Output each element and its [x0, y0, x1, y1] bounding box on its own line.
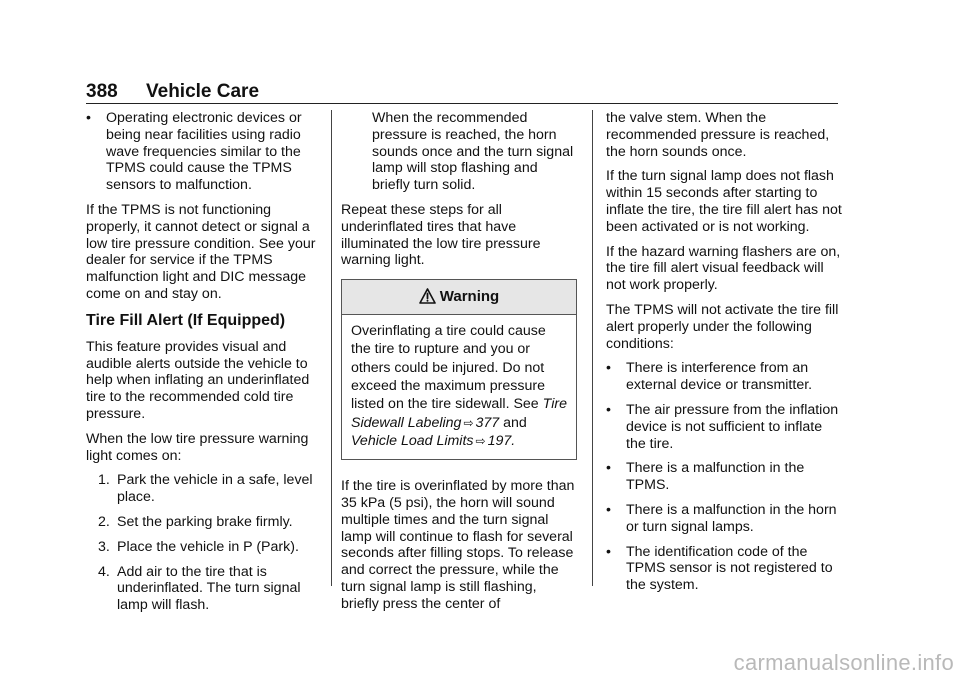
column-divider-2	[592, 110, 593, 586]
page-ref-arrow-icon: ⇨	[463, 415, 474, 430]
reference-page[interactable]: 197.	[487, 432, 516, 449]
paragraph: The TPMS will not activate the tire fill alert properly under the following conditions:	[606, 301, 839, 352]
bullet-item	[606, 360, 842, 394]
paragraph: If the tire is overinflated by more than 35 kPa (5 psi), the horn will sound multiple times and the turn signal lamp will continue to flash for several seconds after filling stops. To release and correct the pressure, while the turn signal lamp is still flashing, briefly press the center of	[341, 478, 575, 612]
step-item	[86, 539, 322, 556]
bullet-item	[86, 110, 322, 194]
step-text: Add air to the tire that is underinflated. The turn signal lamp will flash.	[117, 563, 301, 614]
step-text: Set the parking brake firmly.	[117, 513, 293, 530]
section-heading: Tire Fill Alert (If Equipped)	[86, 311, 286, 329]
header-rule	[86, 103, 838, 104]
paragraph: If the hazard warning flashers are on, the tire fill alert visual feedback will not work properly.	[606, 243, 841, 294]
bullet-text: There is a malfunction in the horn or turn signal lamps.	[626, 501, 837, 535]
bullet-item	[606, 502, 842, 536]
paragraph: Repeat these steps for all underinflated tires that have illuminated the low tire pressure warning light.	[341, 201, 541, 269]
warning-box	[341, 279, 577, 460]
watermark: carmanualsonline.info	[733, 650, 954, 675]
paragraph: the valve stem. When the recommended pressure is reached, the horn sounds once.	[606, 110, 830, 160]
step-number: 2.	[98, 513, 110, 530]
paragraph: When the low tire pressure warning light comes on:	[86, 430, 309, 464]
paragraph: This feature provides visual and audible alerts outside the vehicle to help when inflating an underinflated tire to the recommended cold tire pressure.	[86, 338, 310, 422]
bullet-mark: •	[86, 110, 91, 126]
step-item	[86, 472, 322, 506]
bullet-item	[606, 460, 842, 494]
bullet-text: The identification code of the TPMS sensor is not registered to the system.	[626, 543, 833, 594]
step-continuation: When the recommended pressure is reached, the horn sounds once and the turn signal lamp will stop flashing and briefly turn solid.	[372, 110, 574, 194]
warning-title: Warning	[439, 288, 500, 306]
bullet-text: There is a malfunction in the TPMS.	[626, 460, 805, 494]
bullet-mark: •	[606, 360, 611, 377]
step-text: Park the vehicle in a safe, level place.	[117, 472, 313, 506]
column-1	[86, 110, 322, 622]
bullet-mark: •	[606, 460, 611, 477]
warning-triangle-icon	[419, 288, 436, 304]
column-divider-1	[331, 110, 332, 586]
bullet-mark: •	[606, 543, 611, 560]
paragraph: If the TPMS is not functioning properly, it cannot detect or signal a low tire pressure condition. See your dealer for service if the TPMS malfunction light and DIC message come on and stay on.	[86, 201, 316, 302]
bullet-item	[606, 402, 842, 452]
bullet-text: There is interference from an external device or transmitter.	[626, 360, 813, 394]
page-ref-arrow-icon: ⇨	[475, 433, 486, 448]
paragraph: If the turn signal lamp does not flash within 15 seconds after starting to inflate the tire, the tire fill alert has not been activated or is not working.	[606, 168, 842, 235]
step-number: 3.	[98, 538, 110, 555]
bullet-mark: •	[606, 501, 611, 518]
reference-link-tire-sidewall-labeling[interactable]: Tire Sidewall Labeling	[351, 396, 567, 431]
bullet-text: The air pressure from the inflation device is not sufficient to inflate the tire.	[626, 401, 839, 452]
column-3	[606, 110, 842, 602]
step-item	[86, 564, 322, 614]
section-title: Vehicle Care	[146, 81, 260, 102]
conjunction: and	[503, 414, 527, 431]
reference-link-vehicle-load-limits[interactable]: Vehicle Load Limits	[351, 432, 474, 449]
bullet-text: Operating electronic devices or being near facilities using radio wave frequencies similar to the TPMS could cause the TPMS sensors to malfunction.	[106, 110, 302, 194]
warning-header	[342, 280, 576, 315]
step-text: Place the vehicle in P (Park).	[117, 538, 299, 555]
warning-text: Overinflating a tire could cause the tire to rupture and you or others could be injured. Do not exceed the maximum pressure listed on the tire sidewall. See	[351, 323, 546, 413]
step-item	[86, 514, 322, 531]
page-header	[86, 80, 838, 104]
bullet-mark: •	[606, 401, 611, 418]
column-2	[341, 110, 577, 621]
step-number: 4.	[98, 563, 110, 580]
reference-page[interactable]: 377	[475, 414, 500, 431]
step-number: 1.	[98, 472, 110, 489]
bullet-item	[606, 544, 842, 594]
warning-body	[342, 315, 576, 459]
page-number: 388	[86, 81, 118, 102]
